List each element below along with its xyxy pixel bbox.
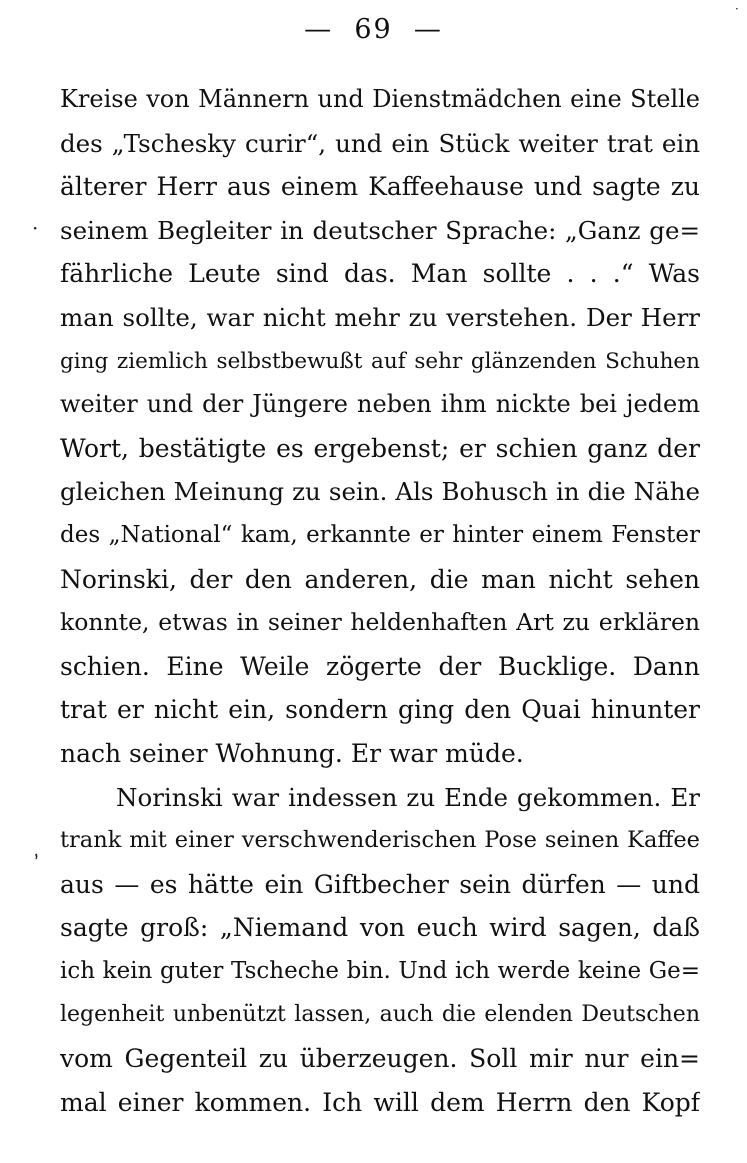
text-line: ich kein guter Tscheche bin. Und ich werde keine Ge= [60,957,700,984]
text-line: seinem Begleiter in deutscher Sprache: „Ganz ge= [60,215,700,245]
margin-dot: · [32,216,39,240]
body-text [60,78,700,1124]
text-line: man sollte, war nicht mehr zu verstehen. Der Herr [60,302,700,332]
corner-speck: · [735,2,739,16]
text-line: des „National“ kam, erkannte er hinter einem Fenster [60,521,700,548]
text-line: aus — es hätte ein Giftbecher sein dürfen — und [60,869,700,899]
text-line: fährliche Leute sind das. Man sollte . . .“ Was [60,259,700,289]
text-line: vom Gegenteil zu überzeugen. Soll mir nur ein= [60,1044,700,1074]
text-line: des „Tschesky curir“, und ein Stück weiter trat ein [60,128,700,158]
text-line: weiter und der Jüngere neben ihm nickte bei jedem [60,390,700,419]
text-line: mal einer kommen. Ich will dem Herrn den Kopf [60,1087,700,1117]
paragraph-start-line: Norinski war indessen zu Ende gekommen. Er [116,782,700,812]
text-line: schien. Eine Weile zögerte der Bucklige. Dann [60,651,700,681]
text-line: gleichen Meinung zu sein. Als Bohusch in die Nähe [60,477,700,507]
text-line: trat er nicht ein, sondern ging den Quai hinunter [60,695,700,725]
text-line: konnte, etwas in seiner heldenhaften Art zu erklären [60,608,700,637]
text-line: Kreise von Männern und Dienstmädchen eine Stelle [60,85,700,113]
text-line: Norinski, der den anderen, die man nicht sehen [60,564,700,594]
paragraph-end-line: nach seiner Wohnung. Er war müde. [60,738,524,768]
text-line: sagte groß: „Niemand von euch wird sagen, daß [60,913,700,943]
text-line: legenheit unbenützt lassen, auch die elenden Deutschen [60,1002,700,1028]
text-line: trank mit einer verschwenderischen Pose seinen Kaffee [60,827,700,854]
text-line: ging ziemlich selbstbewußt auf sehr glänzenden Schuhen [60,348,700,374]
margin-tick: , [24,838,42,862]
page-number-header: — 69 — [304,14,443,45]
text-line: Wort, bestätigte es ergebenst; er schien ganz der [60,433,700,463]
text-line: älterer Herr aus einem Kaffeehause und sagte zu [60,172,700,202]
